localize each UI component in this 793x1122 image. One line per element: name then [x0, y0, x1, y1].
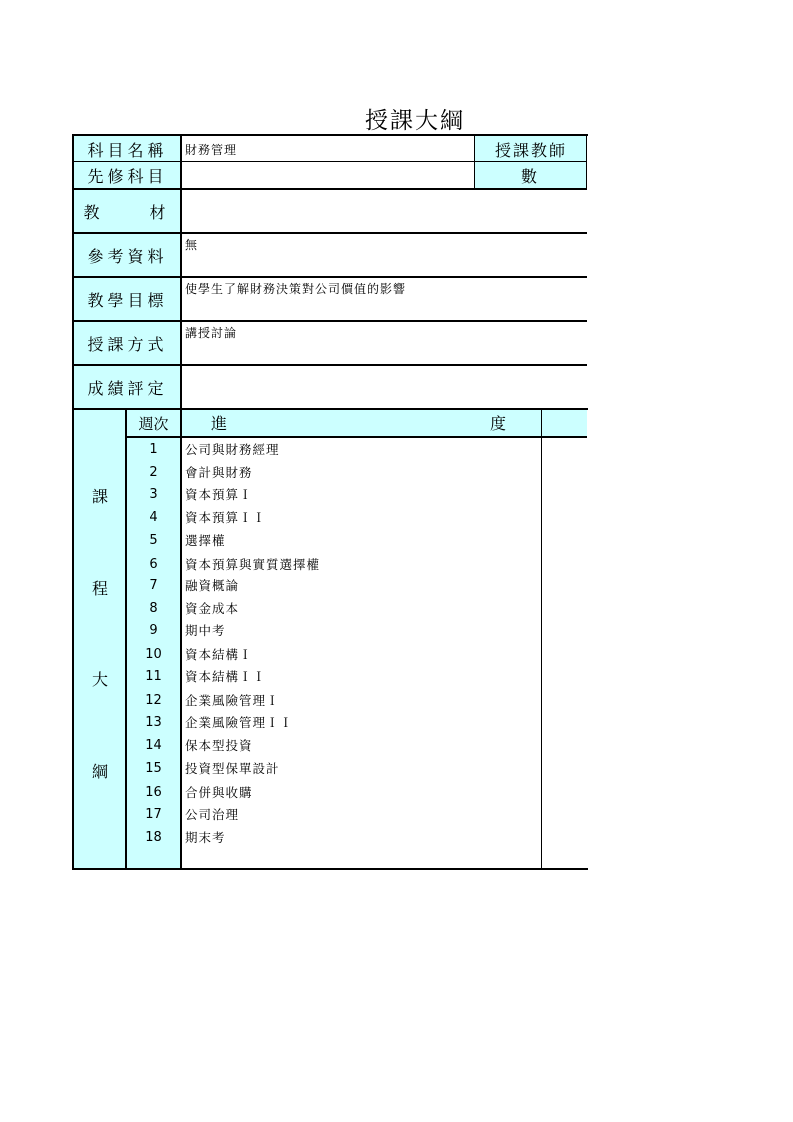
objective-value: 使學生了解財務決策對公司價值的影響 [185, 282, 407, 296]
table-label-divider [180, 134, 182, 410]
schedule-side-char: 大 [91, 670, 108, 689]
table-rule [73, 364, 587, 366]
week-topic: 公司治理 [185, 807, 240, 822]
week-topic: 企業風險管理Ｉ [185, 693, 280, 708]
week-number: 6 [149, 557, 158, 572]
progress-header-right: 度 [490, 414, 507, 433]
schedule-side-char: 綱 [91, 762, 108, 781]
week-topic: 保本型投資 [185, 738, 253, 753]
table-border-bottom [72, 868, 588, 870]
method-value: 講授討論 [185, 326, 238, 340]
schedule-header-rule [126, 436, 587, 438]
week-topic: 公司與財務經理 [185, 442, 280, 457]
reference-value: 無 [185, 238, 199, 252]
prereq-value [181, 162, 475, 189]
table-border-top [72, 134, 588, 136]
week-number: 5 [149, 533, 158, 548]
week-number: 14 [145, 738, 162, 753]
week-topic: 資本結構ＩＩ [185, 669, 267, 684]
week-number: 11 [145, 669, 162, 684]
week-number: 2 [149, 465, 158, 480]
table-rule [73, 161, 587, 162]
grading-label: 成績評定 [74, 365, 181, 409]
week-topic: 投資型保單設計 [185, 761, 280, 776]
week-number: 8 [149, 601, 158, 616]
schedule-side-divider [125, 409, 127, 870]
week-topic: 合併與收購 [185, 785, 253, 800]
week-topic: 資本預算與實質選擇權 [185, 557, 321, 572]
week-topic: 選擇權 [185, 533, 226, 548]
week-number: 13 [145, 715, 162, 730]
week-header: 週次 [138, 415, 169, 433]
week-number: 15 [145, 761, 162, 776]
method-label: 授課方式 [74, 321, 181, 365]
textbook-label-text: 教 材 [83, 202, 172, 222]
week-topic: 期末考 [185, 830, 226, 845]
schedule-side-char: 課 [91, 487, 108, 506]
week-number: 4 [149, 510, 158, 525]
progress-header-left: 進 [211, 414, 228, 433]
prereq-label: 先修科目 [74, 162, 181, 189]
textbook-value [181, 189, 587, 233]
week-number: 16 [145, 785, 162, 800]
week-topic: 資本結構Ｉ [185, 647, 253, 662]
week-number: 9 [149, 623, 158, 638]
subject-label: 科目名稱 [74, 136, 181, 162]
table-rule [73, 232, 587, 234]
reference-label: 參考資料 [74, 233, 181, 277]
week-number: 18 [145, 830, 162, 845]
week-topic: 期中考 [185, 623, 226, 638]
schedule-week-divider [180, 409, 182, 870]
week-number: 1 [149, 442, 158, 457]
grading-value [181, 365, 587, 409]
week-topic: 資金成本 [185, 601, 240, 616]
subject-value: 財務管理 [185, 142, 238, 157]
teacher-label: 授課教師 [475, 136, 587, 162]
objective-label: 教學目標 [74, 277, 181, 321]
week-number: 12 [145, 693, 162, 708]
schedule-side-char: 程 [91, 579, 108, 598]
week-number: 7 [149, 578, 158, 593]
count-label: 數 [475, 162, 587, 189]
week-topic: 會計與財務 [185, 465, 253, 480]
week-number: 3 [149, 487, 158, 502]
week-topic: 資本預算ＩＩ [185, 510, 267, 525]
schedule-progress-divider [541, 409, 542, 869]
week-number: 10 [145, 647, 162, 662]
week-topic: 資本預算Ｉ [185, 487, 253, 502]
table-rule [73, 188, 587, 190]
table-header-right-edge [586, 134, 587, 189]
table-header-divider [474, 134, 475, 189]
textbook-label [74, 189, 181, 233]
table-rule [73, 276, 587, 278]
page-title: 授課大綱 [365, 108, 465, 134]
week-topic: 企業風險管理ＩＩ [185, 715, 294, 730]
table-rule [72, 408, 588, 410]
table-border-left [72, 134, 74, 870]
table-rule [73, 320, 587, 322]
week-number: 17 [145, 807, 162, 822]
week-topic: 融資概論 [185, 578, 240, 593]
progress-header-background [181, 409, 587, 437]
